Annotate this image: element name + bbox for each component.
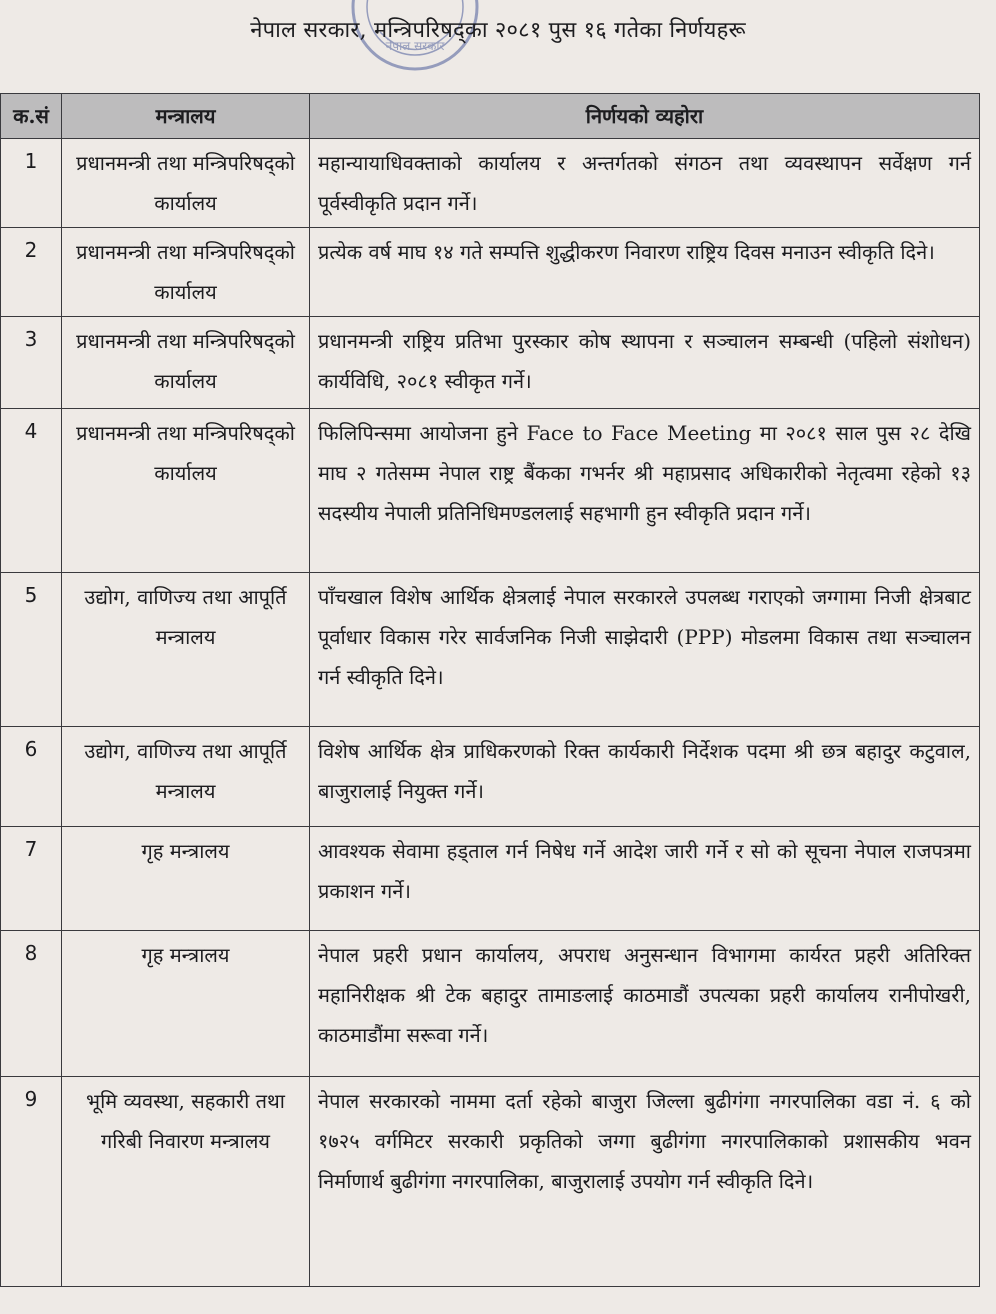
table-header-row — [1, 94, 980, 139]
header-ministry: मन्त्रालय — [62, 94, 310, 139]
row-serial-number: 6 — [1, 727, 62, 827]
row-decision: प्रत्येक वर्ष माघ १४ गते सम्पत्ति शुद्धीकरण निवारण राष्ट्रिय दिवस मनाउन स्वीकृति दिने। — [310, 228, 980, 317]
row-decision: विशेष आर्थिक क्षेत्र प्राधिकरणको रिक्त कार्यकारी निर्देशक पदमा श्री छत्र बहादुर कटुवाल, बाजुरालाई नियुक्त गर्ने। — [310, 727, 980, 827]
row-serial-number: 9 — [1, 1077, 62, 1287]
svg-text:नेपाल सरकार: नेपाल सरकार — [385, 39, 445, 53]
table-row — [1, 228, 980, 317]
decisions-table — [0, 93, 980, 1287]
row-ministry: भूमि व्यवस्था, सहकारी तथा गरिबी निवारण मन्त्रालय — [62, 1077, 310, 1287]
header-decision: निर्णयको व्यहोरा — [310, 94, 980, 139]
row-ministry: प्रधानमन्त्री तथा मन्त्रिपरिषद्को कार्यालय — [62, 317, 310, 409]
row-serial-number: 3 — [1, 317, 62, 409]
row-decision: महान्यायाधिवक्ताको कार्यालय र अन्तर्गतको संगठन तथा व्यवस्थापन सर्वेक्षण गर्न पूर्वस्वीकृति प्रदान गर्ने। — [310, 139, 980, 228]
row-ministry: प्रधानमन्त्री तथा मन्त्रिपरिषद्को कार्यालय — [62, 139, 310, 228]
row-decision: फिलिपिन्समा आयोजना हुने Face to Face Meeting मा २०८१ साल पुस २८ देखि माघ २ गतेसम्म नेपाल राष्ट्र बैंकका गभर्नर श्री महाप्रसाद अधिकारीको नेतृत्वमा रहेको १३ सदस्यीय नेपाली प्रतिनिधिमण्डललाई सहभागी हुन स्वीकृति प्रदान गर्ने। — [310, 409, 980, 573]
row-decision: आवश्यक सेवामा हड्ताल गर्न निषेध गर्ने आदेश जारी गर्ने र सो को सूचना नेपाल राजपत्रमा प्रकाशन गर्ने। — [310, 827, 980, 931]
row-ministry: उद्योग, वाणिज्य तथा आपूर्ति मन्त्रालय — [62, 573, 310, 727]
row-serial-number: 2 — [1, 228, 62, 317]
table-row — [1, 573, 980, 727]
row-decision: नेपाल सरकारको नाममा दर्ता रहेको बाजुरा जिल्ला बुढीगंगा नगरपालिका वडा नं. ६ को १७२५ वर्गमिटर सरकारी प्रकृतिको जग्गा बुढीगंगा नगरपालिकाको प्रशासकीय भवन निर्माणार्थ बुढीगंगा नगरपालिका, बाजुरालाई उपयोग गर्न स्वीकृति दिने। — [310, 1077, 980, 1287]
row-serial-number: 5 — [1, 573, 62, 727]
page-title: नेपाल सरकार, मन्त्रिपरिषद्का २०८१ पुस १६ गतेका निर्णयहरू — [250, 18, 746, 43]
table-row — [1, 409, 980, 573]
row-decision: प्रधानमन्त्री राष्ट्रिय प्रतिभा पुरस्कार कोष स्थापना र सञ्चालन सम्बन्धी (पहिलो संशोधन) कार्यविधि, २०८१ स्वीकृत गर्ने। — [310, 317, 980, 409]
row-serial-number: 8 — [1, 931, 62, 1077]
table-row — [1, 931, 980, 1077]
row-ministry: गृह मन्त्रालय — [62, 827, 310, 931]
table-row — [1, 317, 980, 409]
row-ministry: उद्योग, वाणिज्य तथा आपूर्ति मन्त्रालय — [62, 727, 310, 827]
table-row — [1, 139, 980, 228]
row-ministry: प्रधानमन्त्री तथा मन्त्रिपरिषद्को कार्यालय — [62, 409, 310, 573]
row-serial-number: 1 — [1, 139, 62, 228]
table-row — [1, 1077, 980, 1287]
header-serial-number: क.सं — [1, 94, 62, 139]
row-decision: पाँचखाल विशेष आर्थिक क्षेत्रलाई नेपाल सरकारले उपलब्ध गराएको जग्गामा निजी क्षेत्रबाट पूर्वाधार विकास गरेर सार्वजनिक निजी साझेदारी (PPP) मोडलमा विकास तथा सञ्चालन गर्न स्वीकृति दिने। — [310, 573, 980, 727]
row-serial-number: 7 — [1, 827, 62, 931]
table-row — [1, 727, 980, 827]
row-decision: नेपाल प्रहरी प्रधान कार्यालय, अपराध अनुसन्धान विभागमा कार्यरत प्रहरी अतिरिक्त महानिरीक्षक श्री टेक बहादुर तामाङलाई काठमाडौं उपत्यका प्रहरी कार्यालय रानीपोखरी, काठमाडौंमा सरूवा गर्ने। — [310, 931, 980, 1077]
row-ministry: गृह मन्त्रालय — [62, 931, 310, 1077]
row-ministry: प्रधानमन्त्री तथा मन्त्रिपरिषद्को कार्यालय — [62, 228, 310, 317]
row-serial-number: 4 — [1, 409, 62, 573]
table-row — [1, 827, 980, 931]
